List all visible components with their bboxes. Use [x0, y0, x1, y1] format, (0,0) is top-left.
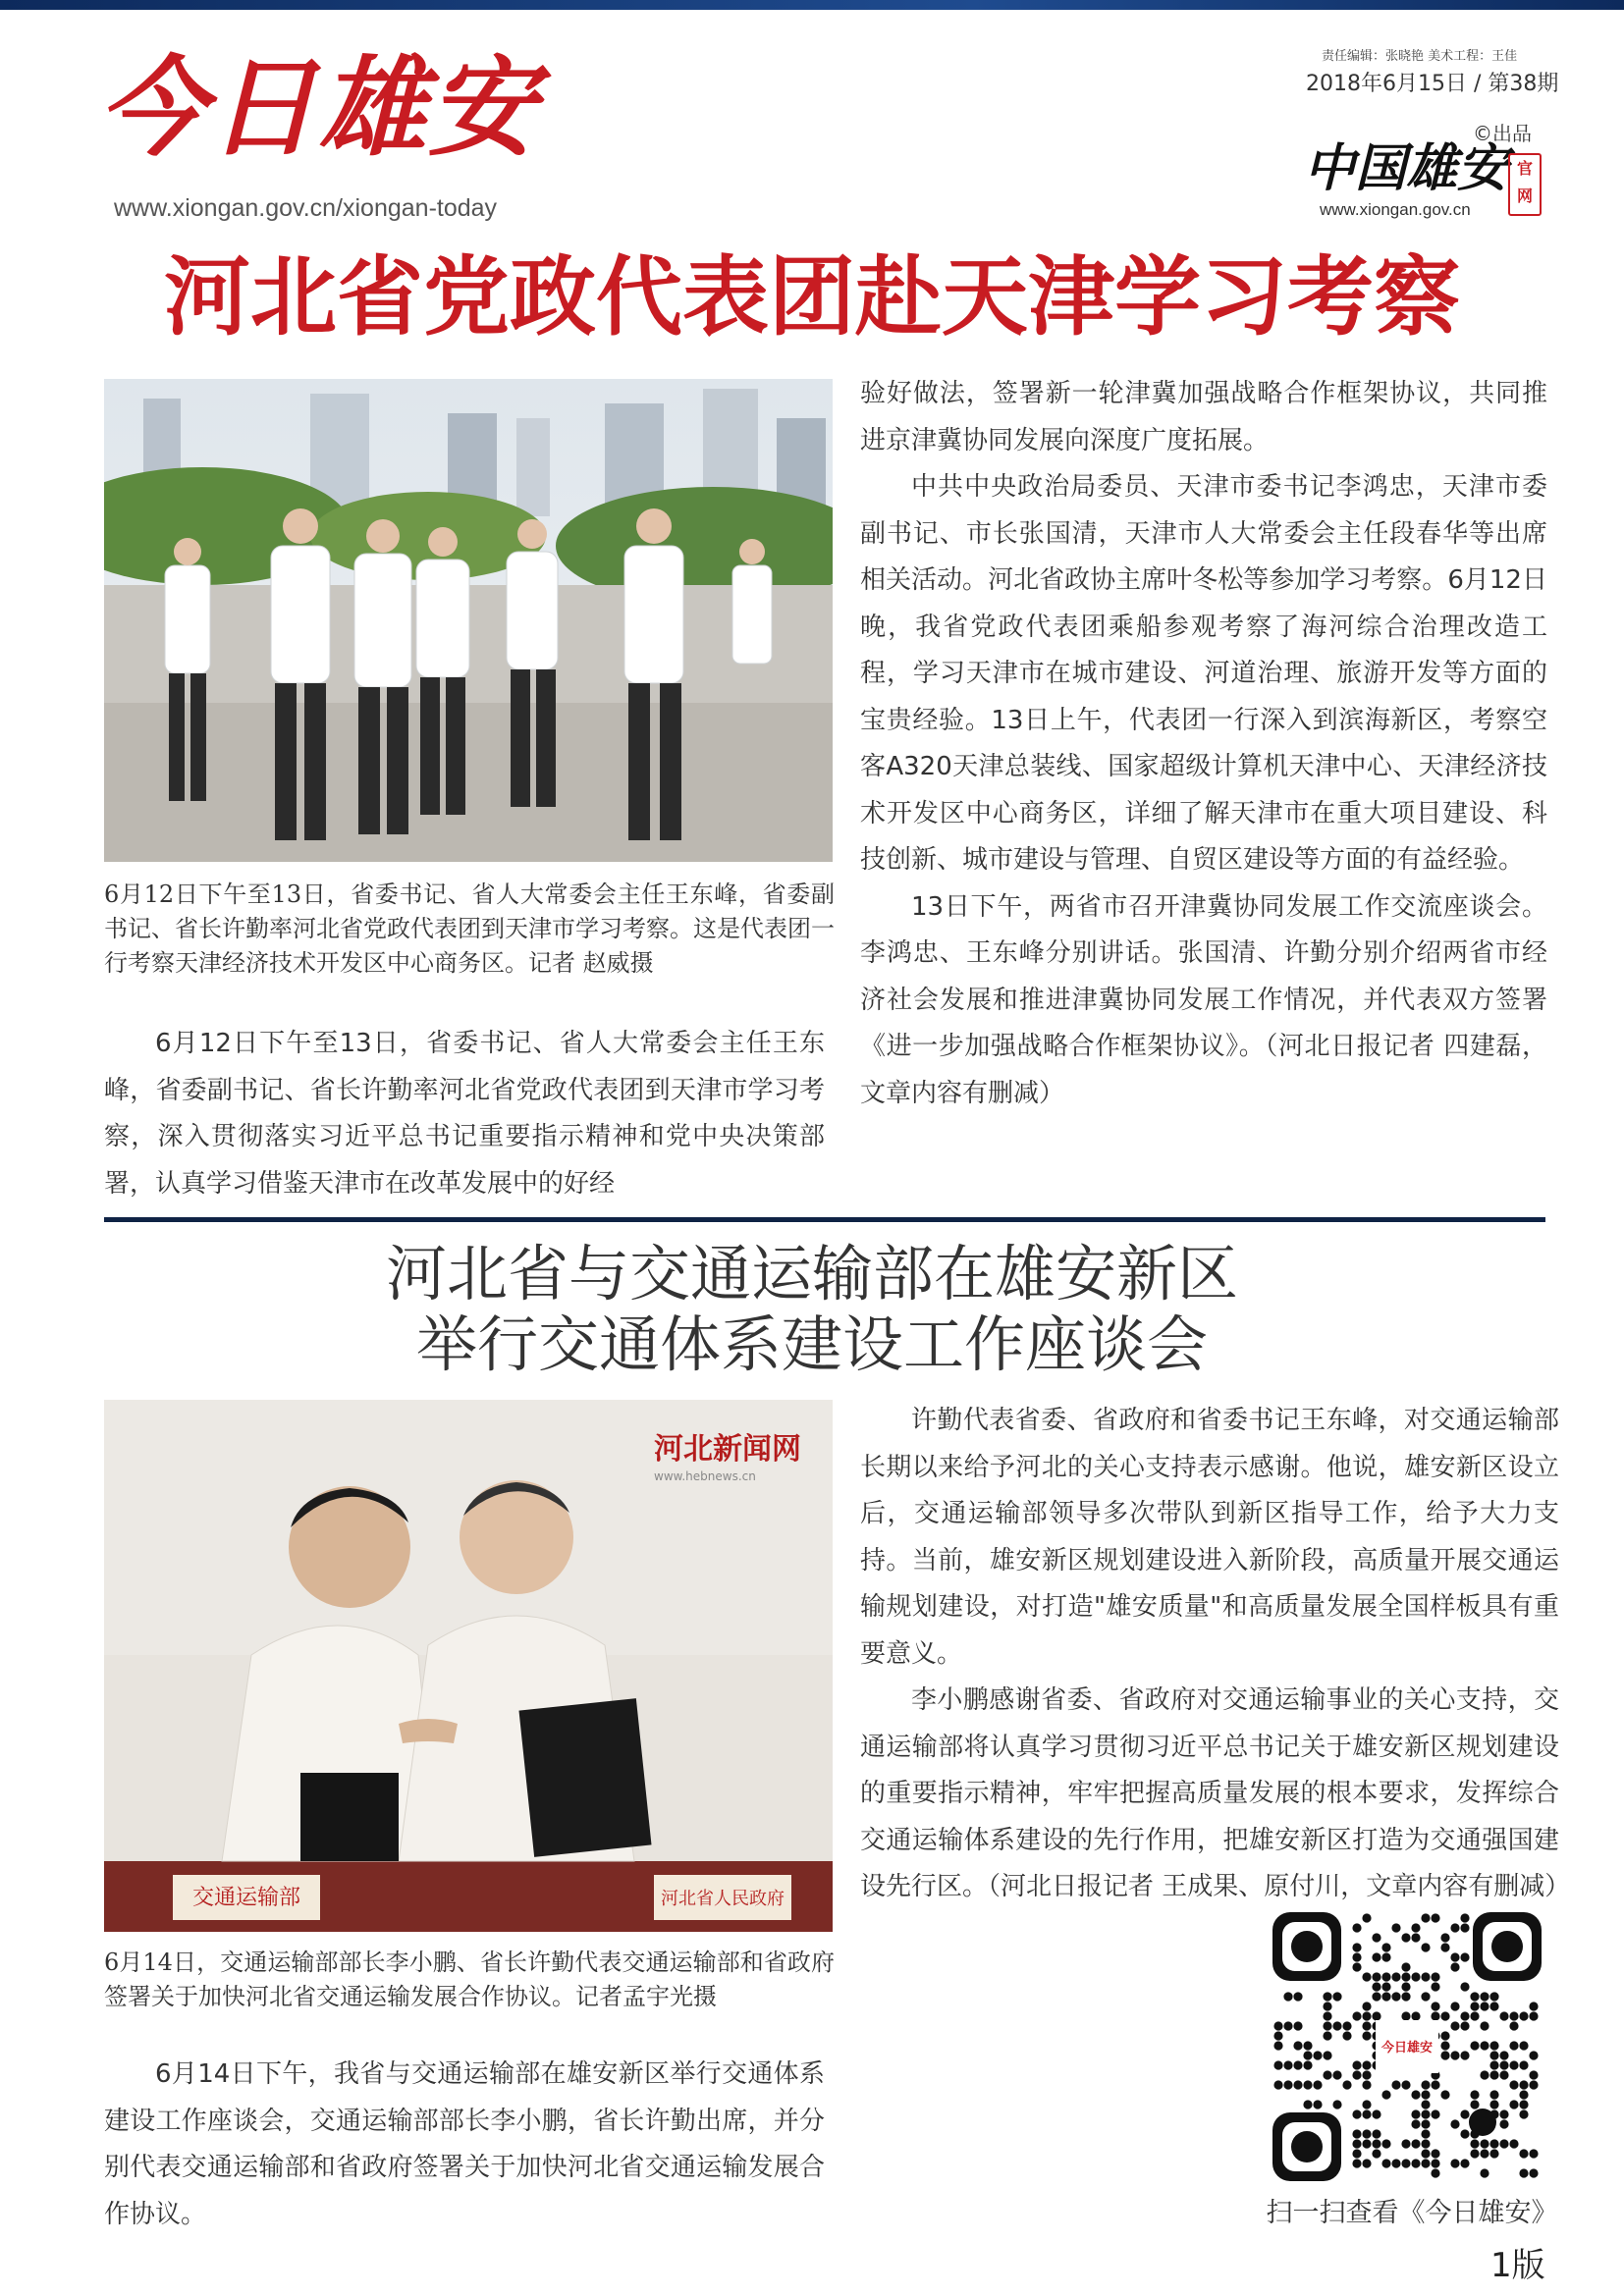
article1-paragraph: 6月12日下午至13日，省委书记、省人大常委会主任王东峰，省委副书记、省长许勤率河北省党政代表团到天津市学习考察，深入贯彻落实习近平总书记重要指示精神和党中央决策部署，认真学习借鉴天津市在改革发展中的好经: [104, 1029, 825, 1199]
article1-right-column: [860, 371, 1547, 1117]
article1-caption: 6月12日下午至13日，省委书记、省人大常委会主任王东峰，省委副书记、省长许勤率河北省党政代表团到天津市学习考察。这是代表团一行考察天津经济技术开发区中心商务区。记者 赵威摄: [104, 881, 835, 977]
article2-paragraph: 李小鹏感谢省委、省政府对交通运输事业的关心支持，交通运输部将认真学习贯彻习近平总书记关于雄安新区规划建设的重要指示精神，牢牢把握高质量发展的根本要求，发挥综合交通运输体系建设的先行作用，把雄安新区打造为交通强国建设先行区。（河北日报记者 王成果、原付川，文章内容有删减）: [860, 1685, 1571, 1901]
article1-continuation: 验好做法，签署新一轮津冀加强战略合作框架协议，共同推进京津冀协同发展向深度广度拓展。: [860, 379, 1547, 455]
article1-headline: 河北省党政代表团赴天津学习考察: [163, 245, 1460, 347]
editors-credit: 责任编辑：张晓艳 美术工程：王佳: [1322, 49, 1518, 64]
masthead-url[interactable]: www.xiongan.gov.cn/xiongan-today: [114, 194, 498, 222]
article1-paragraph: 中共中央政治局委员、天津市委书记李鸿忠，天津市委副书记、市长张国清，天津市人大常委会主任段春华等出席相关活动。河北省政协主席叶冬松等参加学习考察。6月12日晚，我省党政代表团乘船参观考察了海河综合治理改造工程，学习天津市在城市建设、河道治理、旅游开发等方面的宝贵经验。13日上午，代表团一行深入到滨海新区，考察空客A320天津总装线、国家超级计算机天津中心、天津经济技术开发区中心商务区，详细了解天津市在重大项目建设、科技创新、城市建设与管理、自贸区建设等方面的有益经验。: [860, 472, 1547, 875]
article2-paragraph: 许勤代表省委、省政府和省委书记王东峰，对交通运输部长期以来给予河北的关心支持表示感谢。他说，雄安新区设立后，交通运输部领导多次带队到新区指导工作，给予大力支持。当前，雄安新区规划建设进入新阶段，高质量开展交通运输规划建设，对打造"雄安质量"和高质量发展全国样板具有重要意义。: [860, 1406, 1559, 1669]
masthead-title: 今日雄安: [98, 44, 538, 171]
article2-headline-line1: 河北省与交通运输部在雄安新区: [385, 1238, 1238, 1309]
brand-logo: 中国雄安: [1304, 138, 1509, 198]
article2-paragraph: 6月14日下午，我省与交通运输部在雄安新区举行交通体系建设工作座谈会，交通运输部部长李小鹏，省长许勤出席，并分别代表交通运输部和省政府签署关于加快河北省交通运输发展合作协议。: [104, 2059, 825, 2229]
article1-photo: [104, 379, 833, 862]
brand-seal: 官网: [1508, 153, 1542, 216]
photo-sign-left: 交通运输部: [191, 1886, 301, 1910]
photo-watermark-url: www.hebnews.cn: [654, 1469, 756, 1483]
article2-caption: 6月14日，交通运输部部长李小鹏、省长许勤代表交通运输部和省政府签署关于加快河北省交通运输发展合作协议。记者孟宇光摄: [104, 1949, 835, 2010]
brand-url[interactable]: www.xiongan.gov.cn: [1320, 200, 1471, 219]
article1-left-column: [104, 1021, 825, 1207]
article2-right-column: [860, 1398, 1571, 1911]
article2-headline-line2: 举行交通体系建设工作座谈会: [415, 1308, 1208, 1380]
produced-by: ©出品: [1473, 122, 1532, 145]
photo-watermark: 河北新闻网: [654, 1432, 801, 1467]
article2-headline: [0, 1239, 1624, 1380]
section-divider: [104, 1217, 1545, 1222]
issue-date: 2018年6月15日 / 第38期: [1306, 72, 1559, 96]
article1-paragraph: 13日下午，两省市召开津冀协同发展工作交流座谈会。李鸿忠、王东峰分别讲话。张国清、许勤分别介绍两省市经济社会发展和推进津冀协同发展工作情况，并代表双方签署《进一步加强战略合作框架协议》。（河北日报记者 四建磊，文章内容有删减）: [860, 891, 1547, 1108]
top-color-bar: [0, 0, 1624, 10]
article2-left-column: [104, 2052, 825, 2238]
qr-label: 扫一扫查看《今日雄安》: [1266, 2198, 1558, 2228]
qr-center-label: 今日雄安: [1380, 2041, 1434, 2056]
page-number: 1版: [1490, 2246, 1545, 2285]
article2-photo: [104, 1400, 833, 1932]
qr-code[interactable]: [1272, 1912, 1542, 2181]
photo-sign-right: 河北省人民政府: [661, 1889, 785, 1909]
